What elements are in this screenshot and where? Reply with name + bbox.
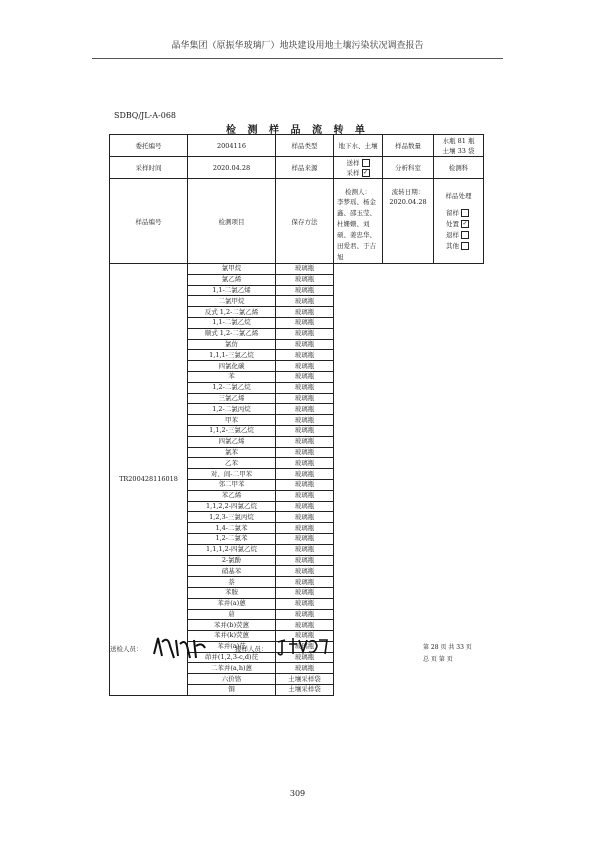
storage-method: 玻璃瓶	[276, 274, 334, 285]
form-title: 检 测 样 品 流 转 单	[226, 125, 369, 136]
collect-sample-checkbox: ✓	[362, 168, 369, 176]
sample-qty-line1: 水瓶 81 瓶	[442, 136, 475, 145]
handling-option	[434, 241, 483, 250]
test-item-name: 1,1-二氯乙烯	[188, 285, 276, 296]
test-item-name: 萘	[188, 577, 276, 588]
storage-method: 玻璃瓶	[276, 339, 334, 350]
test-item-name: 苯乙烯	[188, 490, 276, 501]
storage-method: 玻璃瓶	[276, 469, 334, 480]
storage-method: 玻璃瓶	[276, 317, 334, 328]
sample-qty-value	[434, 135, 484, 157]
testers-names: 李梦瑶、杨金鑫、邵玉莹、杜姗姗、刘硕、姜忠华、田爱君、于吉旭	[337, 198, 376, 261]
handling-option-label: 其他	[446, 241, 459, 250]
lab-value: 检测科	[434, 157, 484, 179]
test-item-name: 乙苯	[188, 458, 276, 469]
test-item-name: 1,1,1,2-四氯乙烷	[188, 544, 276, 555]
storage-method: 玻璃瓶	[276, 652, 334, 663]
test-item-name: 1,1-二氯乙烷	[188, 317, 276, 328]
test-item-name: 甲苯	[188, 415, 276, 426]
test-item-name: 四氯乙烯	[188, 436, 276, 447]
storage-method: 玻璃瓶	[276, 415, 334, 426]
receiver-label: 接样人员：	[235, 645, 268, 653]
test-item-label: 检测项目	[188, 179, 276, 264]
handling-cell	[434, 179, 484, 264]
sender-label: 送检人员：	[110, 645, 143, 653]
storage-method: 玻璃瓶	[276, 479, 334, 490]
test-item-name: 1,2-二氯苯	[188, 533, 276, 544]
test-item-name: 苯胺	[188, 587, 276, 598]
handling-option-label: 留样	[446, 208, 459, 217]
handling-option-checkbox	[461, 231, 469, 239]
storage-method: 玻璃瓶	[276, 296, 334, 307]
test-item-name: 苯并(a)蒽	[188, 598, 276, 609]
test-item-name: 1,1,1-三氯乙烷	[188, 350, 276, 361]
test-item-name: 2-氯酚	[188, 555, 276, 566]
client-no-value: 2004116	[188, 135, 276, 157]
storage-method: 玻璃瓶	[276, 350, 334, 361]
handling-option-checkbox: ✓	[462, 219, 468, 227]
storage-method: 玻璃瓶	[276, 587, 334, 598]
test-item-name: 邻二甲苯	[188, 479, 276, 490]
collect-sample-label: 采样	[346, 168, 360, 177]
test-item-name: 硝基苯	[188, 566, 276, 577]
storage-method: 玻璃瓶	[276, 663, 334, 674]
document-number: SDBQ/JL-A-068	[114, 111, 176, 120]
sample-qty-line2: 土壤 33 袋	[442, 146, 475, 155]
test-item-name: 1,1,2,2-四氯乙烷	[188, 501, 276, 512]
storage-method: 玻璃瓶	[276, 620, 334, 631]
sample-id-value: TR200428116018	[110, 264, 188, 696]
storage-method: 玻璃瓶	[276, 512, 334, 523]
testers-label: 检测人：	[345, 188, 371, 196]
test-item-name: 1,2,3-三氯丙烷	[188, 512, 276, 523]
storage-method: 玻璃瓶	[276, 285, 334, 296]
sample-source-options	[334, 157, 383, 179]
receive-date-value: 2020.04.28	[389, 198, 427, 206]
storage-method: 玻璃瓶	[276, 264, 334, 275]
storage-method: 玻璃瓶	[276, 598, 334, 609]
storage-method: 玻璃瓶	[276, 577, 334, 588]
storage-method: 玻璃瓶	[276, 382, 334, 393]
storage-method: 玻璃瓶	[276, 566, 334, 577]
test-item-name: 六价铬	[188, 674, 276, 685]
test-item-name: 苯并(k)荧蒽	[188, 631, 276, 642]
storage-method: 玻璃瓶	[276, 371, 334, 382]
page-count-line1: 第 28 页 共 33 页	[423, 644, 472, 651]
test-item-name: 䓛	[188, 609, 276, 620]
storage-method: 玻璃瓶	[276, 631, 334, 642]
storage-method: 玻璃瓶	[276, 447, 334, 458]
handling-option	[434, 230, 483, 239]
test-item-name: 四氯化碳	[188, 361, 276, 372]
test-item-name: 反式 1,2-二氯乙烯	[188, 307, 276, 318]
handling-option-checkbox	[461, 242, 469, 250]
page-count-line2: 总 页 第 页	[423, 656, 453, 663]
test-item-name: 1,4-二氯苯	[188, 523, 276, 534]
sender-signature	[150, 632, 210, 662]
storage-method: 土壤采样袋	[276, 685, 334, 696]
header-divider	[92, 58, 503, 59]
page-number: 309	[289, 789, 306, 798]
send-sample-checkbox	[362, 159, 370, 167]
storage-method: 玻璃瓶	[276, 544, 334, 555]
storage-method: 玻璃瓶	[276, 555, 334, 566]
report-header-title: 晶华集团（原振华玻璃厂）地块建设用地土壤污染状况调查报告	[171, 41, 424, 51]
test-item-name: 苯	[188, 371, 276, 382]
test-item-name: 氯乙烯	[188, 274, 276, 285]
test-item-name: 二氯甲烷	[188, 296, 276, 307]
sample-qty-label: 样品数量	[383, 135, 434, 157]
storage-method: 土壤采样袋	[276, 674, 334, 685]
send-sample-label: 送样	[346, 158, 360, 167]
sample-type-label: 样品类型	[276, 135, 334, 157]
storage-method: 玻璃瓶	[276, 533, 334, 544]
storage-method: 玻璃瓶	[276, 328, 334, 339]
test-item-name: 氯甲烷	[188, 264, 276, 275]
client-no-label: 委托编号	[110, 135, 188, 157]
test-item-name: 苯并(a)芘	[188, 641, 276, 652]
storage-method: 玻璃瓶	[276, 609, 334, 620]
test-item-name: 氯苯	[188, 447, 276, 458]
storage-method: 玻璃瓶	[276, 641, 334, 652]
test-item-name: 苯并(b)荧蒽	[188, 620, 276, 631]
receive-date-cell	[383, 179, 434, 264]
storage-method: 玻璃瓶	[276, 490, 334, 501]
test-item-name: 二苯并(a,h)蒽	[188, 663, 276, 674]
table-row	[110, 264, 484, 275]
test-item-name: 1,2-二氯丙烷	[188, 404, 276, 415]
storage-method: 玻璃瓶	[276, 501, 334, 512]
storage-method: 玻璃瓶	[276, 307, 334, 318]
handling-options	[434, 208, 483, 250]
receive-date-label: 流转日期：	[391, 188, 425, 196]
storage-method: 玻璃瓶	[276, 523, 334, 534]
test-item-name: 氯仿	[188, 339, 276, 350]
handling-option	[434, 208, 483, 217]
test-item-name: 1,2-二氯乙烷	[188, 382, 276, 393]
handling-option-label: 处置	[446, 219, 459, 228]
test-item-name: 1,1,2-三氯乙烷	[188, 425, 276, 436]
test-item-name: 铜	[188, 685, 276, 696]
storage-method: 玻璃瓶	[276, 436, 334, 447]
handling-option	[434, 219, 483, 228]
test-item-name: 顺式 1,2-二氯乙烯	[188, 328, 276, 339]
storage-method-label: 保存方法	[276, 179, 334, 264]
storage-method: 玻璃瓶	[276, 425, 334, 436]
handling-option-checkbox	[461, 209, 469, 217]
handling-option-label: 退样	[446, 230, 459, 239]
testers-cell	[334, 179, 383, 264]
handling-title: 样品处理	[445, 191, 472, 200]
sample-source-label: 样品来源	[276, 157, 334, 179]
storage-method: 玻璃瓶	[276, 393, 334, 404]
storage-method: 玻璃瓶	[276, 458, 334, 469]
test-item-name: 茚并(1,2,3-c,d)芘	[188, 652, 276, 663]
sampling-date-value: 2020.04.28	[188, 157, 276, 179]
sample-id-label: 样品编号	[110, 179, 188, 264]
receiver-signature	[275, 634, 335, 658]
storage-method: 玻璃瓶	[276, 404, 334, 415]
sample-type-value: 地下水、土壤	[334, 135, 383, 157]
test-item-name: 对、间-二甲苯	[188, 469, 276, 480]
test-item-name: 三氯乙烯	[188, 393, 276, 404]
sampling-date-label: 采样时间	[110, 157, 188, 179]
lab-label: 分析科室	[383, 157, 434, 179]
sample-transfer-table	[109, 134, 484, 696]
storage-method: 玻璃瓶	[276, 361, 334, 372]
